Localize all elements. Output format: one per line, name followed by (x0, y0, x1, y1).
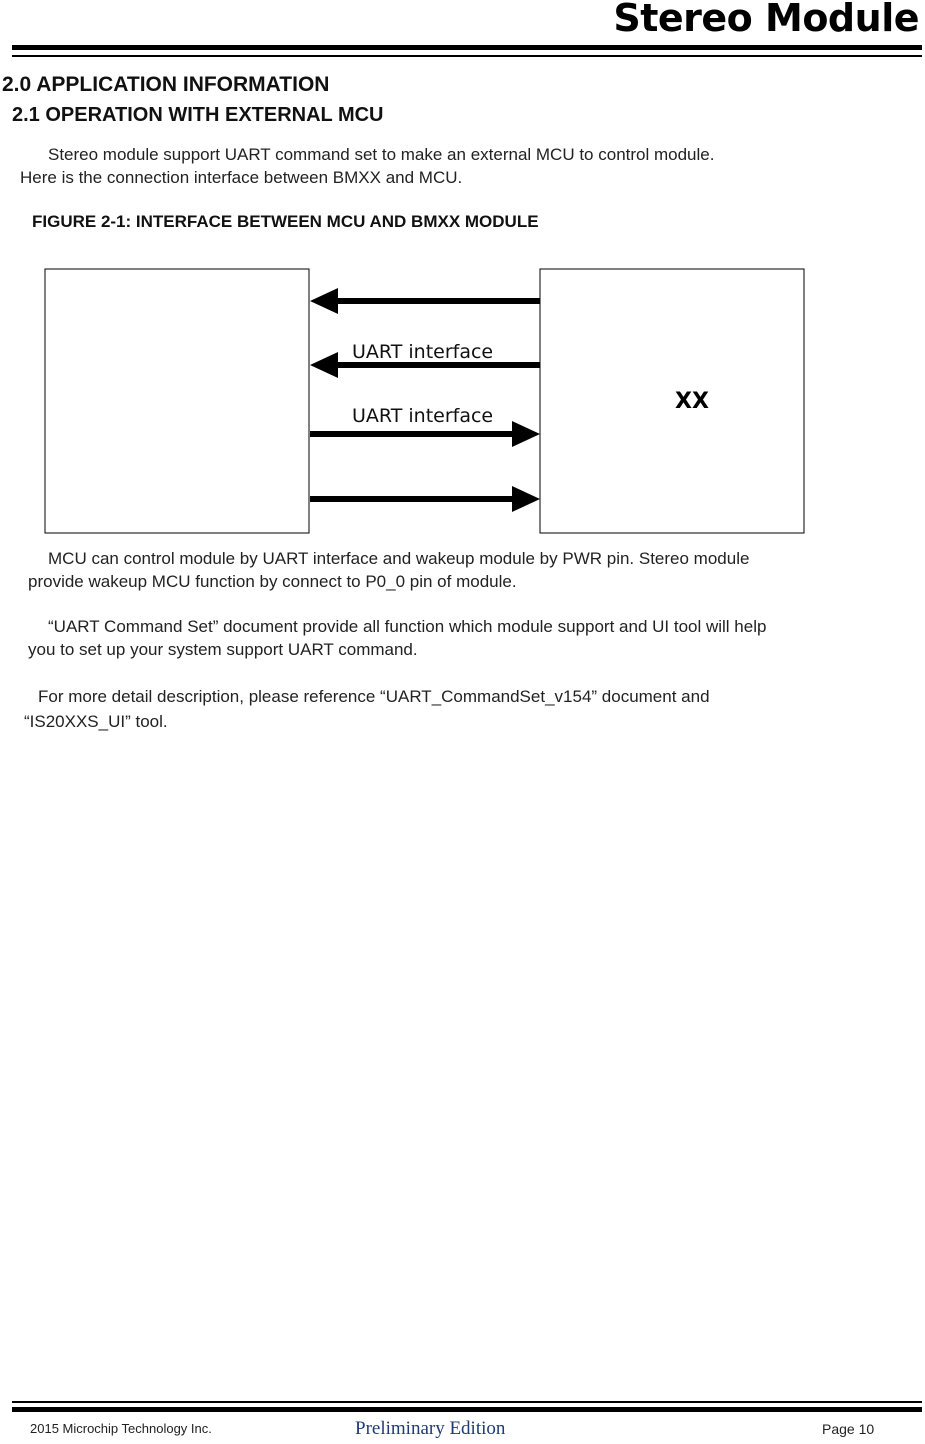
body-p3-line-1: For more detail description, please reference “UART_CommandSet_v154” document and (38, 687, 710, 706)
figure-caption: FIGURE 2-1: INTERFACE BETWEEN MCU AND BMXX MODULE (32, 212, 539, 231)
module-block (540, 269, 804, 533)
header-rule-thin (12, 55, 922, 57)
footer-page-number: Page 10 (822, 1421, 875, 1437)
body-p2-line-2: you to set up your system support UART command. (28, 640, 418, 659)
intro-line-1: Stereo module support UART command set to make an external MCU to control module. (48, 145, 715, 164)
mcu-block (45, 269, 309, 533)
body-p1-line-2: provide wakeup MCU function by connect to P0_0 pin of module. (28, 572, 517, 591)
body-p2-line-1: “UART Command Set” document provide all function which module support and UI tool will help (48, 617, 767, 636)
uart-interface-label-bottom: UART interface (352, 405, 494, 427)
footer-edition: Preliminary Edition (355, 1418, 506, 1439)
intro-line-2: Here is the connection interface between BMXX and MCU. (20, 168, 463, 187)
body-p1-line-1: MCU can control module by UART interface and wakeup module by PWR pin. Stereo module (48, 549, 750, 568)
arrow-left-1 (310, 288, 540, 314)
uart-interface-label-top: UART interface (352, 341, 494, 363)
footer-rule-thin (12, 1401, 922, 1403)
subsection-heading: 2.1 OPERATION WITH EXTERNAL MCU (12, 104, 384, 126)
document-title: Stereo Module (613, 0, 919, 40)
interface-diagram (0, 250, 925, 550)
header-rule-thick (12, 45, 922, 50)
footer-rule-thick (12, 1407, 922, 1412)
body-p3-line-2: “IS20XXS_UI” tool. (24, 712, 168, 731)
module-label: XX (675, 389, 709, 414)
footer-copyright: 2015 Microchip Technology Inc. (30, 1421, 212, 1436)
section-heading: 2.0 APPLICATION INFORMATION (2, 73, 330, 96)
arrow-right-2 (310, 486, 540, 512)
